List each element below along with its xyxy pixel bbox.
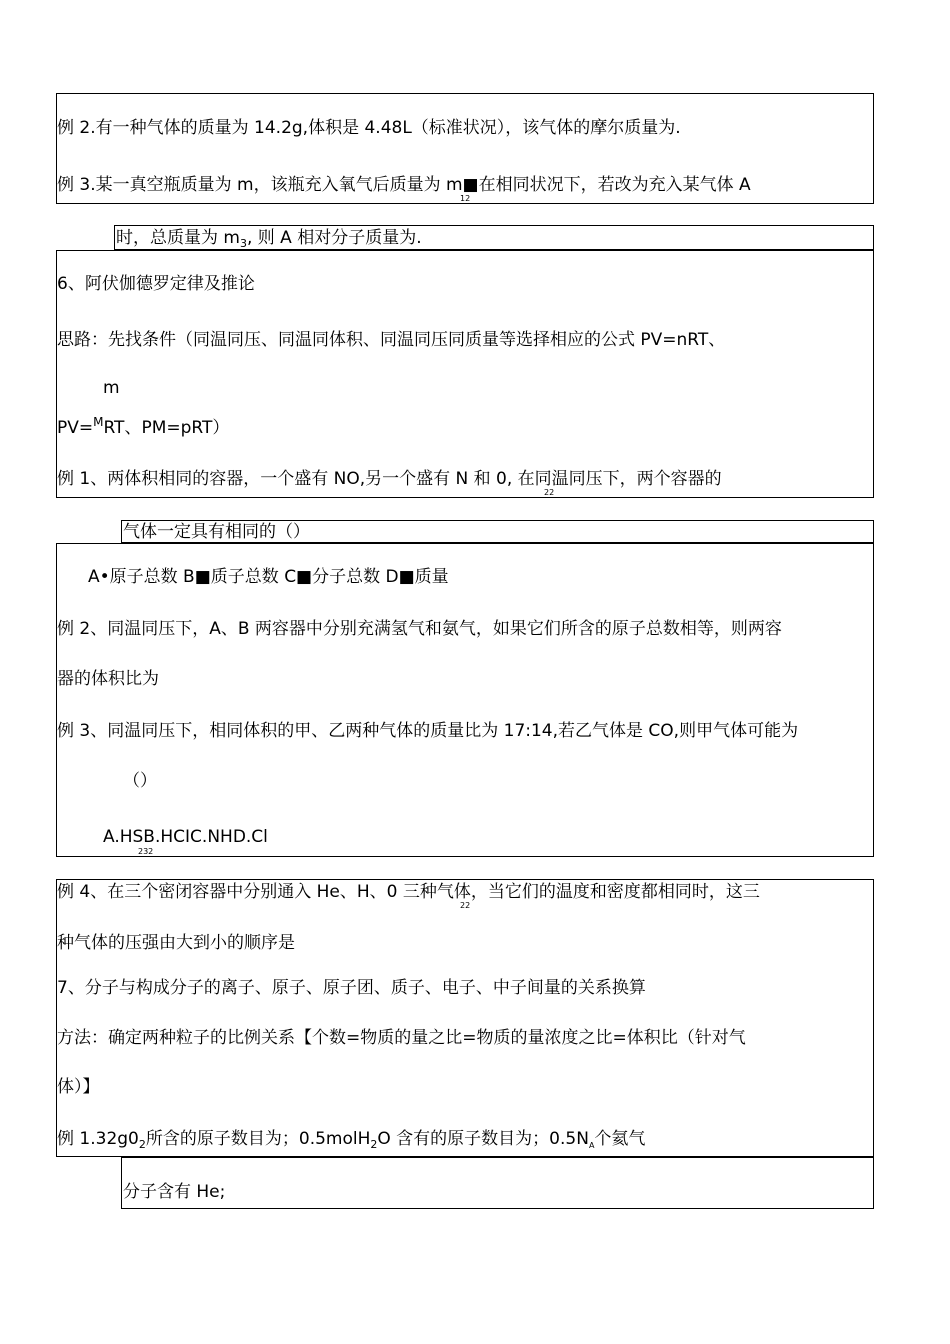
subscript-2-a: 2 bbox=[138, 1138, 146, 1151]
subscript-A: A bbox=[588, 1141, 595, 1150]
atom-count-text-b: 所含的原子数目为；0.5molH bbox=[145, 1129, 371, 1149]
method-continuation: 体）】 bbox=[57, 1077, 100, 1097]
formula-text-a: PV= bbox=[57, 418, 94, 438]
text-box-5 bbox=[56, 543, 874, 857]
example-4-pressure: 例 4、在三个密闭容器中分别通入 He、H、0 三种气体，当它们的温度和密度都相同时，这三 bbox=[57, 882, 760, 902]
subscript-3: 3 bbox=[239, 237, 247, 250]
fraction-numerator: m bbox=[103, 378, 120, 398]
total-mass-text-a: 时，总质量为 m bbox=[116, 228, 240, 248]
formula-line bbox=[57, 415, 230, 439]
choices-line: A.HSB.HCIC.NHD.Cl bbox=[103, 827, 268, 847]
options-abcd: A•原子总数 B■质子总数 C■分子总数 D■质量 bbox=[88, 567, 449, 587]
example-3-vacuum-bottle: 例 3.某一真空瓶质量为 m，该瓶充入氧气后质量为 m■在相同状况下，若改为充入某气体 A bbox=[57, 175, 751, 195]
total-mass-text-b: , 则 A 相对分子质量为. bbox=[246, 228, 422, 248]
approach-text: 思路：先找条件（同温同压、同温同体积、同温同压同质量等选择相应的公式 PV=nRT、 bbox=[57, 330, 726, 350]
example-2-continuation: 器的体积比为 bbox=[57, 669, 159, 689]
section-7-heading: 7、分子与构成分子的离子、原子、原子团、质子、电子、中子间量的关系换算 bbox=[57, 978, 646, 998]
example-3-mass-ratio: 例 3、同温同压下，相同体积的甲、乙两种气体的质量比为 17:14,若乙气体是 CO,则甲气体可能为 bbox=[57, 721, 799, 741]
text-box-7 bbox=[121, 1157, 874, 1209]
atom-count-text-a: 例 1.32g0 bbox=[57, 1129, 139, 1149]
answer-paren: （） bbox=[123, 771, 157, 791]
formula-superscript-m: M bbox=[93, 415, 104, 429]
subscript-22-b: 22 bbox=[460, 901, 471, 910]
gas-same-property: 气体一定具有相同的（） bbox=[123, 522, 310, 542]
text-box-6 bbox=[56, 879, 874, 1157]
atom-count-text-c: O 含有的原子数目为；0.5N bbox=[377, 1129, 589, 1149]
total-mass-line bbox=[116, 228, 422, 250]
method-text: 方法：确定两种粒子的比例关系【个数=物质的量之比=物质的量浓度之比=体积比（针对气 bbox=[57, 1028, 746, 1048]
subscript-22-a: 22 bbox=[544, 488, 555, 497]
subscript-232: 232 bbox=[138, 847, 154, 856]
example-2-molar-mass: 例 2.有一种气体的质量为 14.2g,体积是 4.48L（标准状况），该气体的摩尔质量为. bbox=[57, 118, 681, 138]
section-6-heading: 6、阿伏伽德罗定律及推论 bbox=[57, 274, 255, 294]
atom-count-text-d: 个氦气 bbox=[594, 1129, 646, 1149]
formula-text-b: RT、PM=pRT） bbox=[103, 418, 230, 438]
subscript-12: 12 bbox=[460, 194, 471, 203]
example-1-atom-count bbox=[57, 1129, 645, 1152]
example-2-hydrogen-ammonia: 例 2、同温同压下，A、B 两容器中分别充满氢气和氨气，如果它们所含的原子总数相等，则两容 bbox=[57, 619, 782, 639]
example-1-containers: 例 1、两体积相同的容器，一个盛有 NO,另一个盛有 N 和 0, 在同温同压下，两个容器的 bbox=[57, 469, 722, 489]
example-4-continuation: 种气体的压强由大到小的顺序是 bbox=[57, 933, 295, 953]
helium-molecule-line: 分子含有 He; bbox=[123, 1182, 226, 1202]
subscript-2-b: 2 bbox=[370, 1138, 378, 1151]
